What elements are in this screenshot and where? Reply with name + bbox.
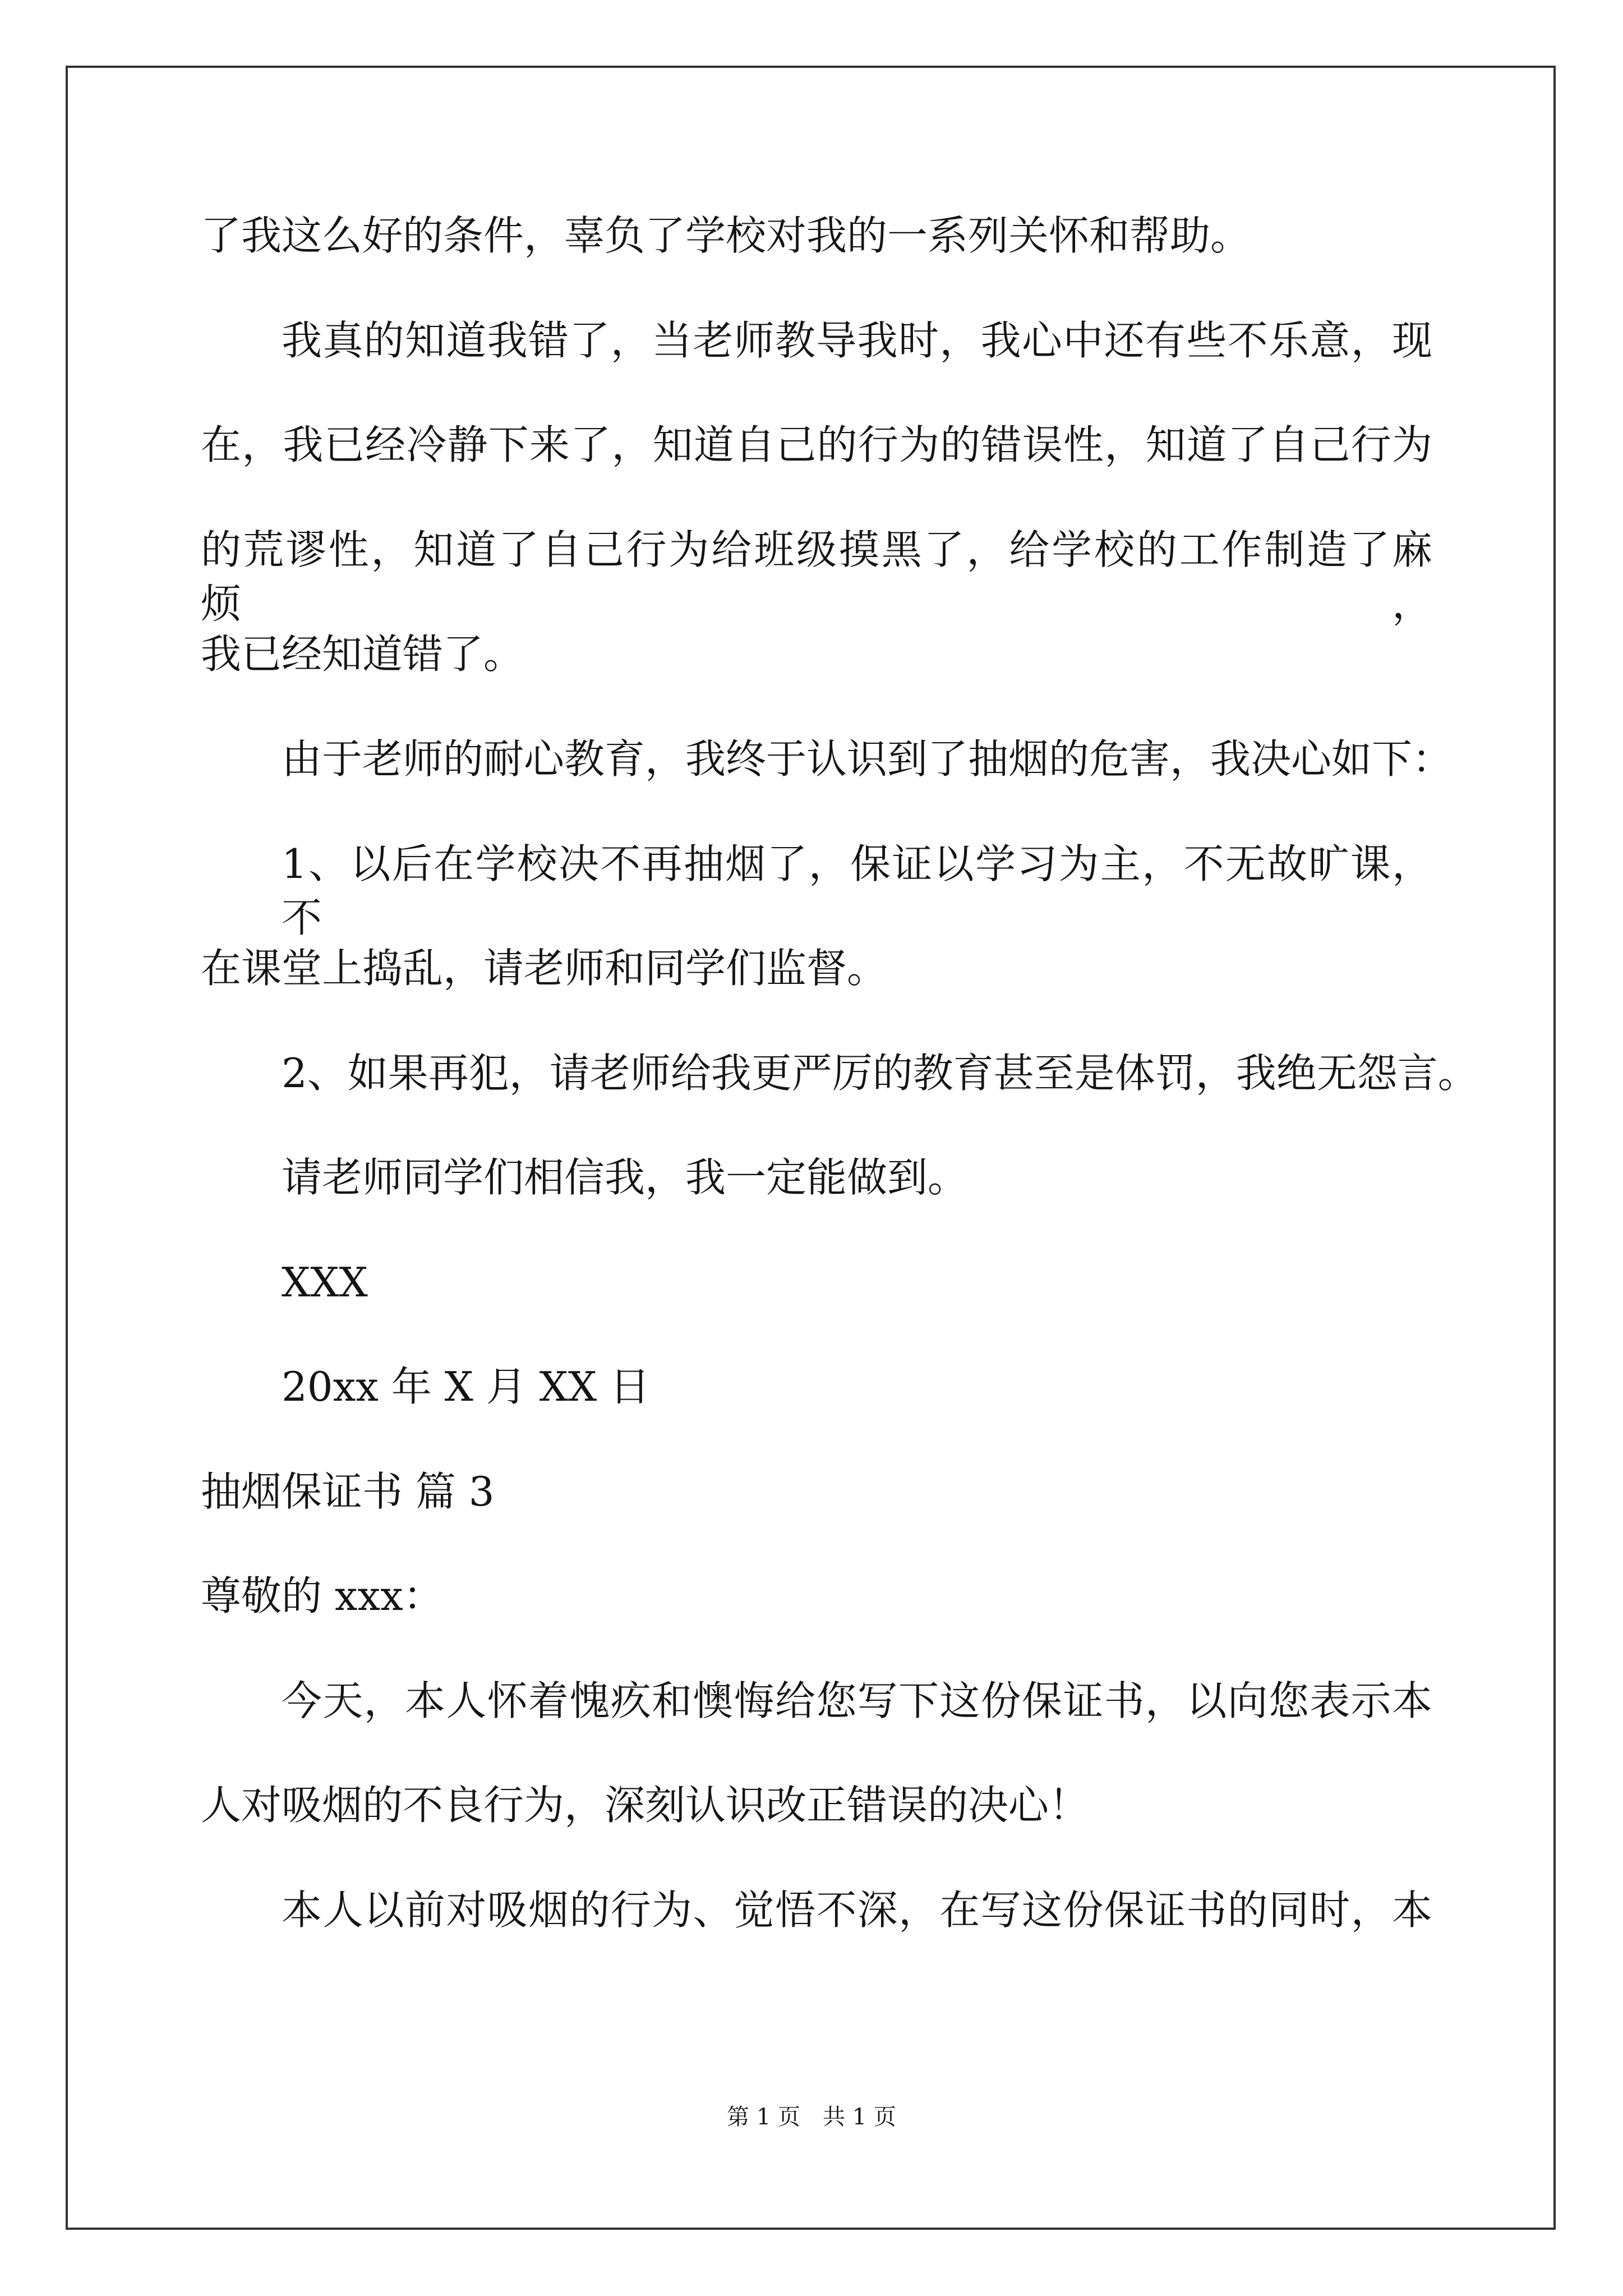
paragraph-line: 由于老师的耐心教育，我终于认识到了抽烟的危害，我决心如下： [282, 735, 1453, 783]
paragraph-line: 本人以前对吸烟的行为、觉悟不深，在写这份保证书的同时，本 [282, 1887, 1432, 1934]
paragraph-line: 了我这么好的条件，辜负了学校对我的一系列关怀和帮助。 [201, 212, 1251, 259]
paragraph-line: 人对吸烟的不良行为，深刻认识改正错误的决心！ [201, 1782, 1090, 1829]
paragraph-line: 我真的知道我错了，当老师教导我时，我心中还有些不乐意，现 [282, 317, 1432, 364]
salutation: 尊敬的 xxx： [201, 1572, 444, 1619]
signature-name: XXX [282, 1259, 368, 1306]
paragraph-line: 请老师同学们相信我，我一定能做到。 [282, 1154, 969, 1201]
paragraph-line: 在课堂上捣乱，请老师和同学们监督。 [201, 945, 888, 992]
paragraph-line: 1、以后在学校决不再抽烟了，保证以学习为主，不无故旷课，不 [282, 840, 1432, 941]
paragraph-line: 我已经知道错了。 [201, 631, 524, 678]
section-heading: 抽烟保证书 篇 3 [201, 1468, 495, 1515]
paragraph-line: 今天，本人怀着愧疚和懊悔给您写下这份保证书，以向您表示本 [282, 1677, 1432, 1724]
page-footer: 第 1 页 共 1 页 [727, 2104, 896, 2130]
signature-date: 20xx 年 X 月 XX 日 [282, 1363, 651, 1410]
paragraph-line: 在，我已经冷静下来了，知道自己的行为的错误性，知道了自己行为 [201, 421, 1432, 468]
paragraph-line: 2、如果再犯，请老师给我更严厉的教育甚至是体罚，我绝无怨言。 [282, 1050, 1478, 1097]
paragraph-line: 的荒谬性，知道了自己行为给班级摸黑了，给学校的工作制造了麻烦， [201, 526, 1432, 627]
